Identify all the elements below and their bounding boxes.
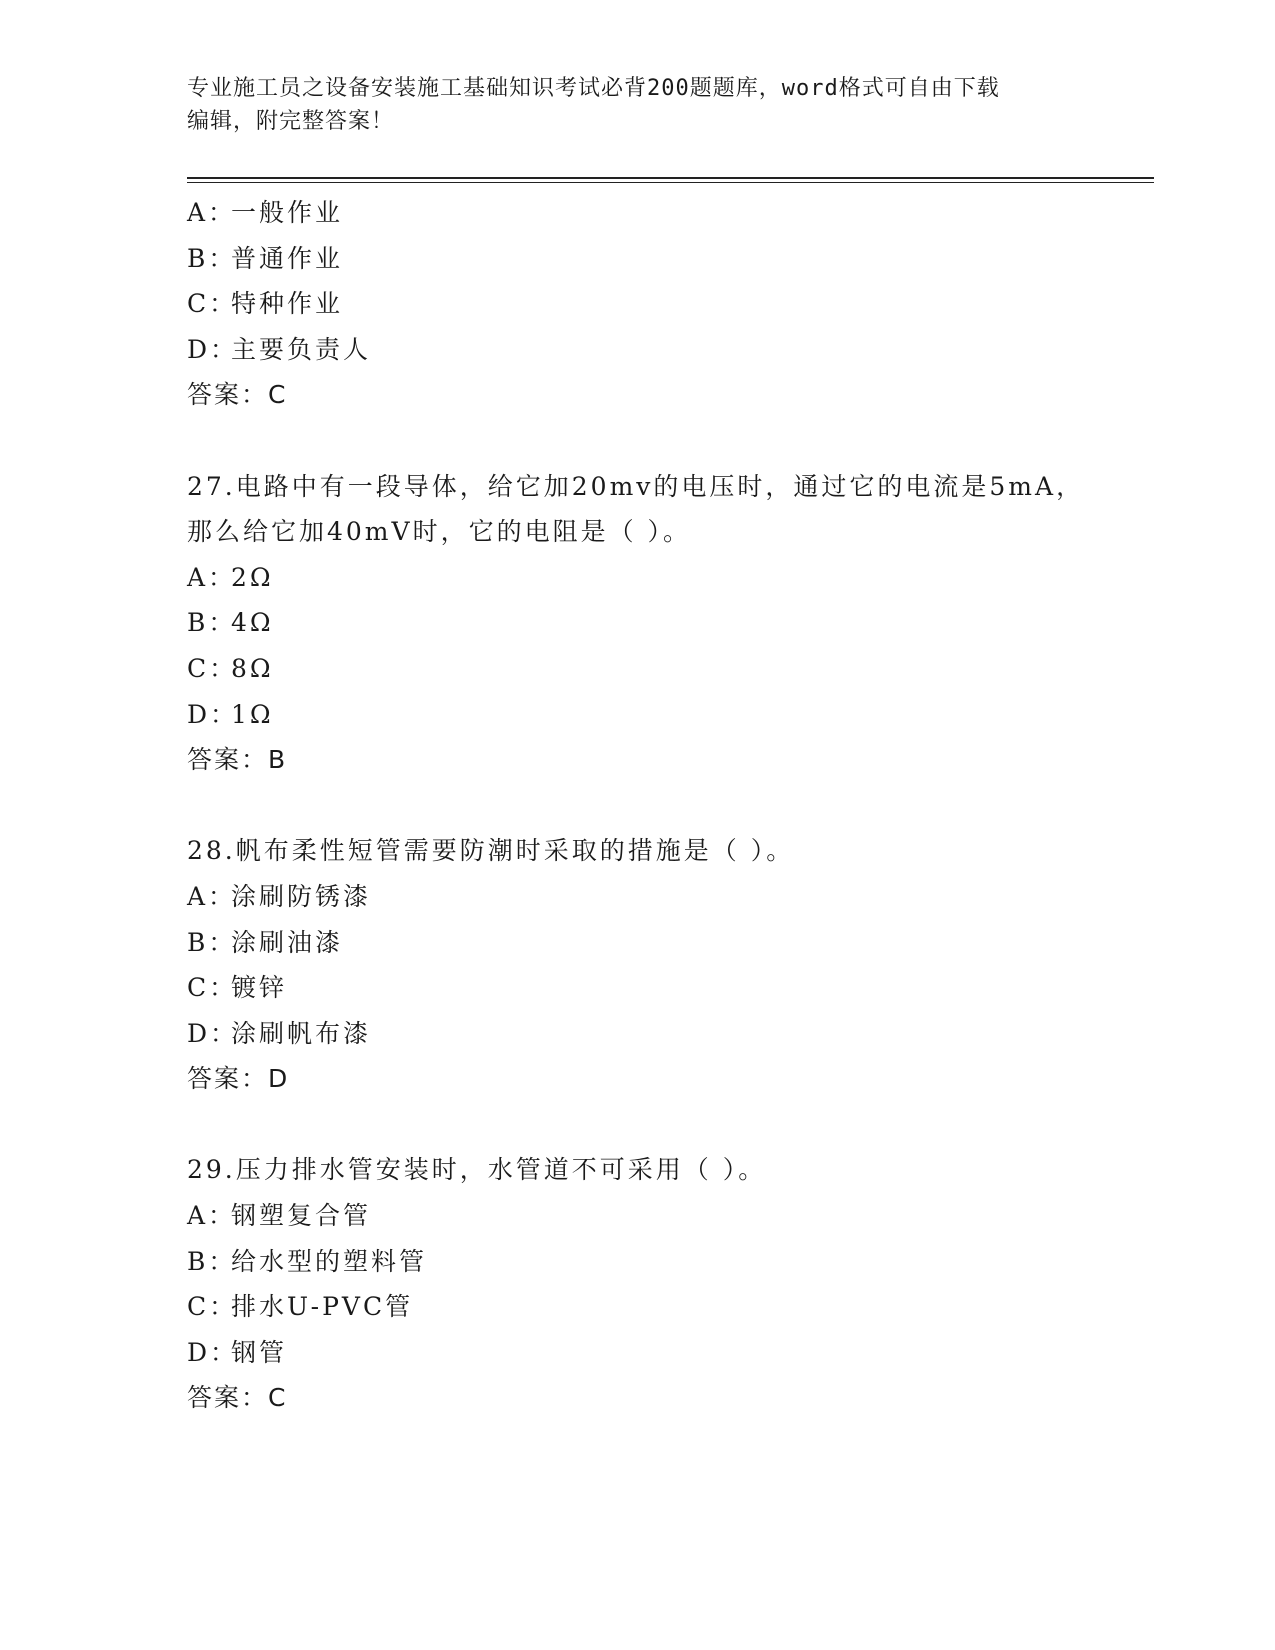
question-block-26 [187,190,1147,418]
option-a [187,874,1147,920]
option-key: C： [187,653,238,683]
answer-line: 答案：C [187,380,288,410]
option-key: C： [187,973,238,1003]
option-text: 1Ω [231,699,274,729]
option-text: 主要负责人 [231,334,372,364]
option-d [187,327,1147,373]
option-text: 涂刷防锈漆 [231,881,372,911]
option-key: D： [187,699,239,729]
header-divider-thick [187,177,1154,179]
option-key: A： [187,562,237,592]
question-block-29 [187,1147,1147,1421]
header-title-line-2: 编辑，附完整答案！ [187,109,395,134]
option-text: 镀锌 [231,973,288,1003]
option-d [187,1011,1147,1057]
answer-line: 答案：D [187,1064,290,1094]
question-block-27 [187,464,1147,783]
option-c [187,1284,1147,1330]
option-text: 钢管 [231,1337,288,1367]
option-text: 给水型的塑料管 [231,1246,428,1276]
option-d [187,1330,1147,1376]
option-key: B： [187,243,237,273]
option-c [187,646,1147,692]
spacer [187,783,1147,829]
option-text: 8Ω [231,653,274,683]
header-title-line-1: 专业施工员之设备安装施工基础知识考试必背200题题库，word格式可自由下载 [187,76,1000,101]
option-text: 特种作业 [231,289,344,319]
header-divider-thin [187,182,1154,183]
option-key: C： [187,1292,238,1322]
option-text: 2Ω [231,562,274,592]
spacer [187,418,1147,464]
option-key: C： [187,289,238,319]
option-c [187,281,1147,327]
question-text-line-1: 28.帆布柔性短管需要防潮时采取的措施是（ ）。 [187,836,795,866]
option-key: B： [187,927,237,957]
option-key: B： [187,1246,237,1276]
option-text: 普通作业 [231,243,344,273]
option-key: A： [187,881,237,911]
question-text-line-2: 那么给它加40mV时，它的电阻是（ ）。 [187,517,692,547]
option-d [187,692,1147,738]
option-b [187,920,1147,966]
option-c [187,965,1147,1011]
option-key: D： [187,334,239,364]
option-b [187,1239,1147,1285]
option-text: 钢塑复合管 [231,1201,372,1231]
option-b [187,236,1147,282]
option-key: A： [187,198,237,227]
option-key: A： [187,1201,237,1231]
option-key: D： [187,1337,239,1367]
answer-line: 答案：C [187,1383,288,1413]
option-key: D： [187,1018,239,1048]
option-b [187,600,1147,646]
question-text-line-1: 29.压力排水管安装时，水管道不可采用（ ）。 [187,1155,767,1185]
spacer [187,1102,1147,1148]
option-text: 涂刷帆布漆 [231,1018,372,1048]
option-text: 涂刷油漆 [231,927,344,957]
answer-line: 答案：B [187,745,288,775]
option-a [187,1193,1147,1239]
question-list [187,190,1147,1421]
question-text-line-1: 27.电路中有一段导体，给它加20mv的电压时，通过它的电流是5mA， [187,471,1085,501]
option-text: 排水U-PVC管 [231,1292,414,1322]
question-block-28 [187,828,1147,1102]
option-key: B： [187,608,237,638]
option-text: 一般作业 [231,198,344,227]
option-a [187,555,1147,601]
option-a [187,190,1147,236]
option-text: 4Ω [231,608,274,638]
document-header [187,72,1087,138]
